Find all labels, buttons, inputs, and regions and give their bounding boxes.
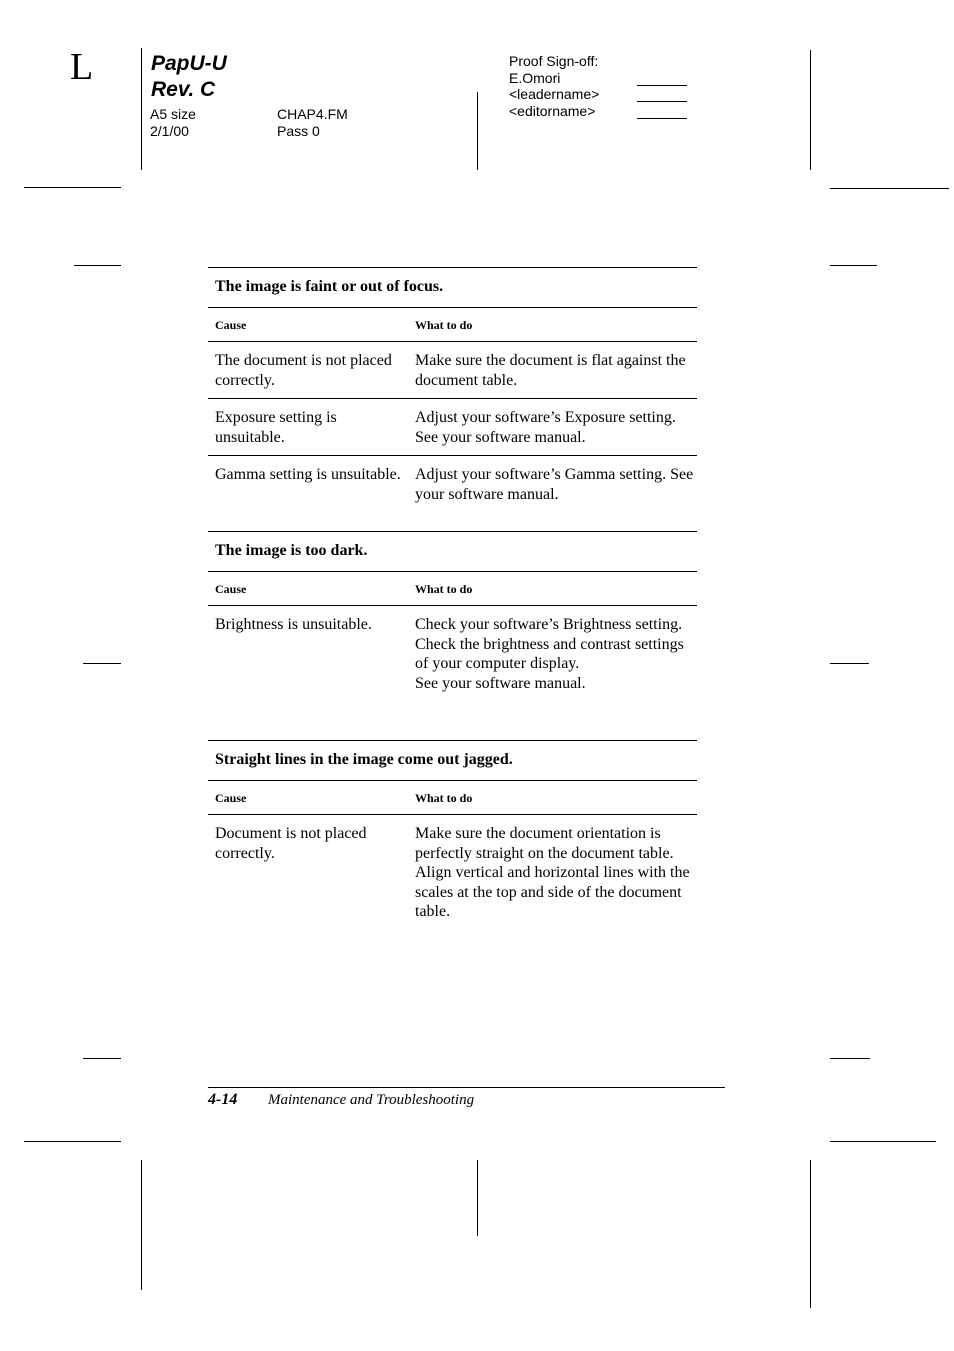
- action-cell: Check your software’s Brightness setting. Check the brightness and contrast settings of your computer display. See your software manual.: [415, 616, 684, 692]
- crop-mark: [477, 1160, 478, 1236]
- problem-title: The image is too dark.: [208, 532, 697, 572]
- file-name: CHAP4.FM: [277, 106, 348, 122]
- chapter-name: Maintenance and Troubleshooting: [268, 1092, 475, 1108]
- table-header: [208, 781, 697, 815]
- crop-mark: [477, 92, 478, 170]
- action-header: What to do: [415, 582, 473, 596]
- table-row: [208, 399, 697, 456]
- problem-title: Straight lines in the image come out jagged.: [208, 741, 697, 781]
- crop-mark: [141, 48, 142, 170]
- crop-mark: [830, 265, 877, 266]
- action-cell: Make sure the document is flat against the document table.: [415, 352, 686, 389]
- cause-cell: The document is not placed correctly.: [215, 352, 392, 389]
- cause-cell: Exposure setting is unsuitable.: [215, 409, 337, 446]
- crop-mark: [83, 663, 121, 664]
- signer: E.Omori: [509, 69, 561, 86]
- table-header: [208, 572, 697, 606]
- cause-cell: Gamma setting is unsuitable.: [215, 466, 401, 483]
- crop-mark: [74, 265, 121, 266]
- pass-number: Pass 0: [277, 122, 320, 139]
- crop-mark: [830, 663, 869, 664]
- revision-line: Rev. C: [151, 78, 216, 101]
- signer: <editorname>: [509, 102, 596, 119]
- crop-mark: [830, 1141, 936, 1142]
- table-row: [208, 456, 697, 531]
- cause-header: Cause: [215, 791, 247, 805]
- table-row: [208, 342, 697, 399]
- action-header: What to do: [415, 791, 473, 805]
- problem-section: [208, 267, 697, 531]
- table-row: [208, 815, 697, 930]
- crop-mark: [810, 50, 811, 170]
- signature-blank: [637, 85, 687, 86]
- document-title: [151, 51, 227, 103]
- size-date-block: [150, 106, 196, 139]
- proof-signoff: [509, 53, 599, 119]
- crop-mark: [141, 1160, 142, 1290]
- cause-cell: Brightness is unsuitable.: [215, 616, 372, 633]
- action-cell: Adjust your software’s Exposure setting. See your software manual.: [415, 409, 676, 446]
- problem-title: The image is faint or out of focus.: [208, 268, 697, 308]
- action-cell: Make sure the document orientation is perfectly straight on the document table. Align vertical and horizontal lines with the scales at the top and side of the document table.: [415, 825, 690, 920]
- problem-section: [208, 740, 697, 930]
- signature-blank: [637, 101, 687, 102]
- crop-mark: [24, 1141, 121, 1142]
- crop-mark: [830, 188, 949, 189]
- title-line: PapU-U: [151, 52, 227, 75]
- cause-cell: Document is not placed correctly.: [215, 825, 367, 862]
- cause-header: Cause: [215, 582, 247, 596]
- action-header: What to do: [415, 318, 473, 332]
- date: 2/1/00: [150, 122, 189, 139]
- signature-blank: [637, 118, 687, 119]
- table-header: [208, 308, 697, 342]
- action-cell: Adjust your software’s Gamma setting. See your software manual.: [415, 466, 694, 503]
- problem-section: [208, 531, 697, 740]
- crop-mark: [83, 1058, 121, 1059]
- page-size: A5 size: [150, 106, 196, 122]
- page-number: 4-14: [208, 1091, 238, 1108]
- file-pass-block: [277, 106, 348, 139]
- table-row: [208, 606, 697, 740]
- crop-mark: [24, 187, 121, 188]
- cause-header: Cause: [215, 318, 247, 332]
- crop-mark: [810, 1160, 811, 1308]
- signer: <leadername>: [509, 86, 600, 102]
- proof-label: Proof Sign-off:: [509, 53, 599, 69]
- corner-letter: L: [70, 46, 94, 88]
- troubleshooting-content: [208, 267, 697, 930]
- crop-mark: [830, 1058, 870, 1059]
- footer-rule: [208, 1087, 725, 1088]
